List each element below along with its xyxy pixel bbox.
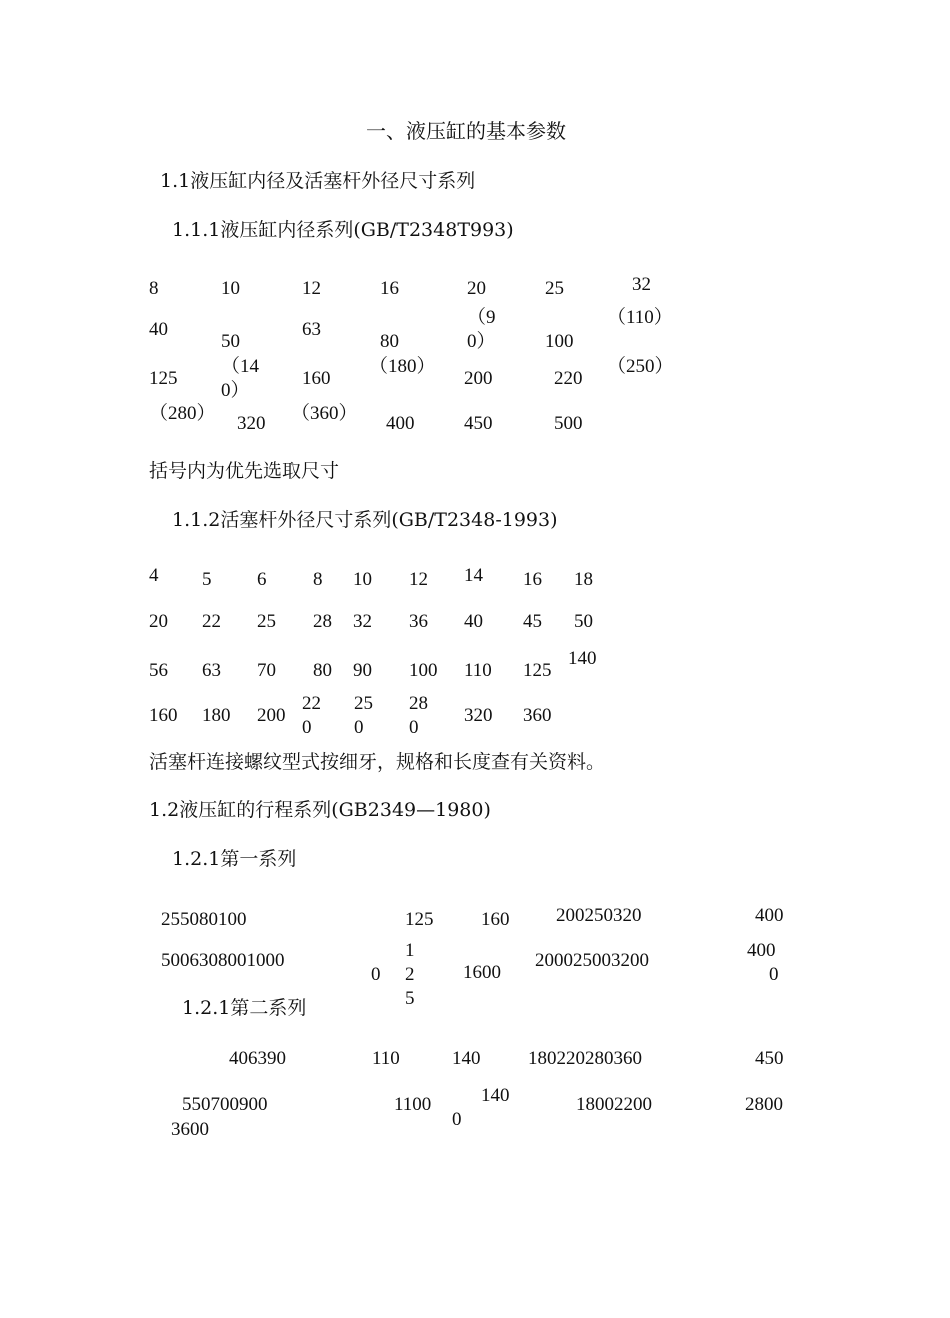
stroke-cell: 3600 — [171, 1119, 209, 1140]
rod-cell: 18 — [574, 569, 593, 590]
rod-cell: 28 — [313, 611, 332, 632]
stroke-cell-part: 0 — [452, 1109, 462, 1130]
rod-cell: 8 — [313, 569, 323, 590]
rod-cell: 320 — [464, 705, 493, 726]
stroke-cell: 550700900 — [182, 1094, 268, 1115]
bore-cell: 10 — [221, 278, 240, 299]
bore-cell-preferred: （180） — [369, 356, 436, 377]
rod-cell: 50 — [574, 611, 593, 632]
rod-cell: 6 — [257, 569, 267, 590]
stroke-cell-part: 0 — [769, 964, 779, 985]
stroke-cell: 1100 — [394, 1094, 432, 1115]
rod-cell: 14 — [464, 565, 483, 586]
stroke-cell: 200025003200 — [535, 950, 649, 971]
rod-row-4-wrapped — [302, 692, 462, 738]
section-1-1-2-heading: 1.1.2活塞杆外径尺寸系列(GB/T2348-1993) — [172, 509, 558, 531]
rod-cell: 220 — [302, 693, 321, 738]
bore-cell-preferred: （280） — [149, 403, 216, 424]
bore-cell: 80 — [380, 331, 399, 352]
rod-cell: 160 — [149, 705, 178, 726]
stroke-cell: 200250320 — [556, 905, 642, 926]
rod-cell: 200 — [257, 705, 286, 726]
rod-cell: 16 — [523, 569, 542, 590]
stroke-cell: 18002200 — [576, 1094, 652, 1115]
rod-cell: 45 — [523, 611, 542, 632]
section-1-2-2-heading: 1.2.1第二系列 — [182, 997, 307, 1019]
stroke-cell: 5006308001000 — [161, 950, 285, 971]
page-title: 一、液压缸的基本参数 — [366, 119, 566, 143]
bore-cell-preferred: （140） — [221, 356, 260, 401]
bore-cell: 500 — [554, 413, 583, 434]
section-1-2-1-heading: 1.2.1第一系列 — [172, 848, 297, 870]
stroke-cell: 2800 — [745, 1094, 783, 1115]
bore-note: 括号内为优先选取尺寸 — [149, 460, 340, 482]
bore-cell: 220 — [554, 368, 583, 389]
rod-cell: 10 — [353, 569, 372, 590]
bore-cell: 450 — [464, 413, 493, 434]
stroke-cell-wrapped — [452, 1084, 522, 1130]
rod-cell: 125 — [523, 660, 552, 681]
bore-row-4 — [145, 402, 705, 435]
bore-cell: 63 — [302, 319, 321, 340]
stroke-cell: 110 — [372, 1048, 400, 1069]
rod-cell: 5 — [202, 569, 212, 590]
bore-cell: 50 — [221, 331, 240, 352]
bore-cell: 400 — [386, 413, 415, 434]
bore-cell: 200 — [464, 368, 493, 389]
rod-cell: 12 — [409, 569, 428, 590]
section-1-1-1-heading: 1.1.1液压缸内径系列(GB/T2348T993) — [172, 219, 514, 241]
rod-cell: 80 — [313, 660, 332, 681]
bore-cell: 125 — [149, 368, 178, 389]
bore-cell: 100 — [545, 331, 574, 352]
stroke-cell-part: 0 — [371, 964, 381, 985]
section-1-1-heading: 1.1液压缸内径及活塞杆外径尺寸系列 — [160, 170, 476, 192]
rod-cell: 110 — [464, 660, 492, 681]
rod-cell: 20 — [149, 611, 168, 632]
stroke-cell-part: 400 — [747, 940, 776, 961]
bore-cell: 8 — [149, 278, 159, 299]
stroke-cell: 160 — [481, 909, 510, 930]
bore-cell-preferred: （250） — [607, 356, 674, 377]
bore-cell: 12 — [302, 278, 321, 299]
rod-cell: 40 — [464, 611, 483, 632]
rod-cell: 63 — [202, 660, 221, 681]
bore-cell: 25 — [545, 278, 564, 299]
stroke-cell-part: 125 — [405, 940, 415, 1009]
rod-cell: 36 — [409, 611, 428, 632]
bore-cell: 20 — [467, 278, 486, 299]
stroke-cell: 1600 — [463, 962, 501, 983]
stroke-cell: 406390 — [229, 1048, 286, 1069]
bore-cell: 320 — [237, 413, 266, 434]
stroke-cell: 125 — [405, 909, 434, 930]
rod-cell: 25 — [257, 611, 276, 632]
stroke-cell: 450 — [755, 1048, 784, 1069]
stroke-cell: 255080100 — [161, 909, 247, 930]
rod-cell: 70 — [257, 660, 276, 681]
bore-cell-preferred: （360） — [291, 403, 358, 424]
rod-cell: 4 — [149, 565, 159, 586]
rod-cell: 360 — [523, 705, 552, 726]
rod-cell: 32 — [353, 611, 372, 632]
rod-cell: 100 — [409, 660, 438, 681]
rod-cell: 250 — [354, 693, 373, 738]
section-1-2-heading: 1.2液压缸的行程系列(GB2349—1980) — [149, 799, 491, 821]
rod-note: 活塞杆连接螺纹型式按细牙，规格和长度查有关资料。 — [149, 751, 606, 773]
stroke-cell: 400 — [755, 905, 784, 926]
stroke-cell: 180220280360 — [528, 1048, 642, 1069]
bore-cell-preferred: （110） — [607, 307, 673, 328]
stroke-cell-part: 140 — [481, 1085, 510, 1106]
rod-cell: 22 — [202, 611, 221, 632]
bore-cell: 160 — [302, 368, 331, 389]
rod-cell: 280 — [409, 693, 428, 738]
bore-cell: 16 — [380, 278, 399, 299]
rod-cell: 180 — [202, 705, 231, 726]
bore-cell-preferred: （90） — [467, 307, 496, 352]
bore-cell: 40 — [149, 319, 168, 340]
rod-cell: 90 — [353, 660, 372, 681]
bore-cell: 32 — [632, 274, 651, 295]
rod-cell: 56 — [149, 660, 168, 681]
rod-cell: 140 — [568, 648, 597, 669]
stroke-cell: 140 — [452, 1048, 481, 1069]
